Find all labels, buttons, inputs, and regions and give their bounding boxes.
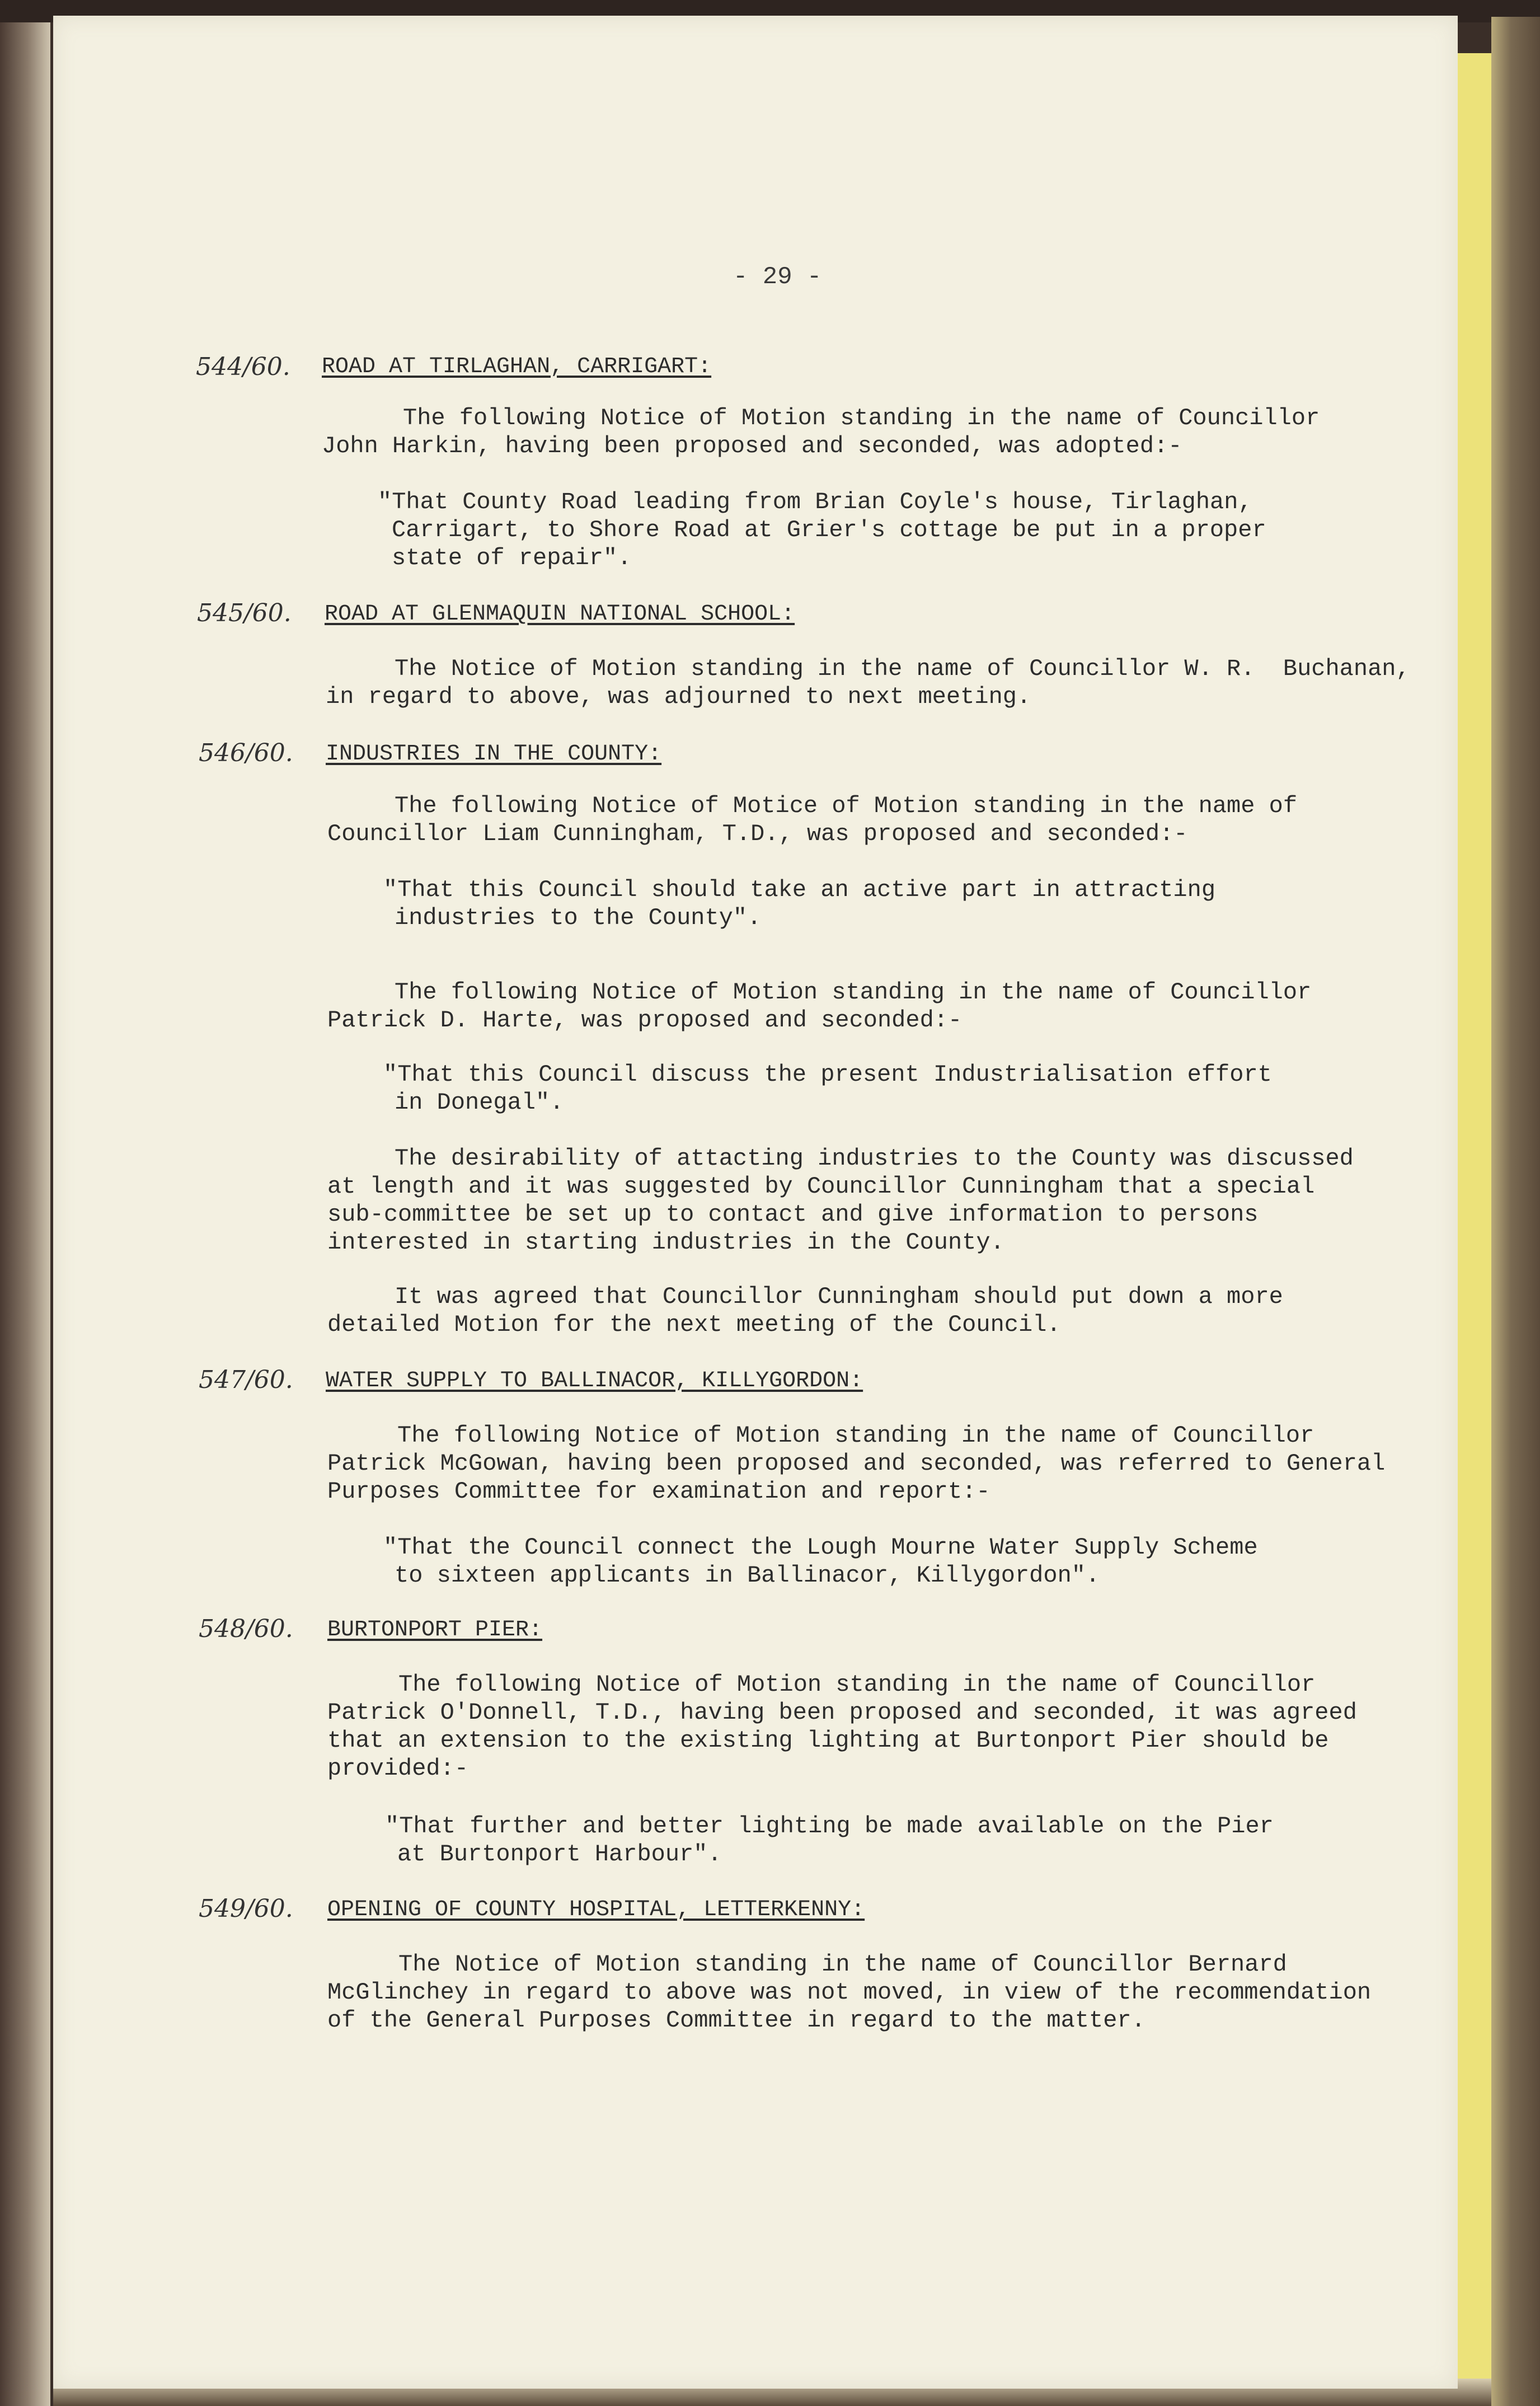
quoted-motion-line: to sixteen applicants in Ballinacor, Killygordon".: [395, 1562, 1100, 1589]
minute-number: 546/60.: [199, 739, 293, 767]
paragraph-line: at length and it was suggested by Councillor Cunningham that a special: [327, 1173, 1315, 1200]
minute-number: 548/60.: [199, 1615, 293, 1643]
paragraph-line: The following Notice of Motion standing in the name of Councillor: [397, 1422, 1314, 1449]
paragraph-line: provided:-: [327, 1755, 469, 1782]
paragraph-line: sub-committee be set up to contact and give information to persons: [327, 1201, 1259, 1228]
paragraph-line: It was agreed that Councillor Cunningham should put down a more: [395, 1283, 1283, 1310]
paragraph-line: The Notice of Motion standing in the name of Councillor W. R. Buchanan,: [395, 655, 1410, 682]
minute-number: 545/60.: [197, 599, 292, 627]
quoted-motion-line: "That this Council discuss the present Industrialisation effort: [383, 1061, 1272, 1088]
paragraph-line: The following Notice of Motion standing in the name of Councillor: [398, 1671, 1316, 1698]
minute-heading: ROAD AT TIRLAGHAN, CARRIGART:: [322, 354, 712, 379]
left-page-edge: [0, 22, 50, 2406]
paragraph-line: McGlinchey in regard to above was not moved, in view of the recommendation: [327, 1979, 1372, 2006]
paragraph-line: The Notice of Motion standing in the name of Councillor Bernard: [398, 1951, 1287, 1978]
paragraph-line: Purposes Committee for examination and report:-: [327, 1478, 990, 1505]
quoted-motion-line: "That further and better lighting be made available on the Pier: [385, 1813, 1274, 1840]
minute-heading: BURTONPORT PIER:: [327, 1617, 543, 1643]
paragraph-line: The following Notice of Motion standing in the name of Councillor: [403, 405, 1320, 432]
paragraph-line: Patrick D. Harte, was proposed and seconded:-: [327, 1007, 962, 1034]
quoted-motion-line: Carrigart, to Shore Road at Grier's cottage be put in a proper: [392, 517, 1266, 543]
paragraph-line: Patrick O'Donnell, T.D., having been proposed and seconded, it was agreed: [327, 1699, 1357, 1726]
quoted-motion-line: state of repair".: [392, 545, 632, 571]
paragraph-line: in regard to above, was adjourned to next meeting.: [326, 683, 1031, 710]
quoted-motion-line: "That this Council should take an active part in attracting: [383, 876, 1216, 903]
yellow-underlying-sheet: [1458, 53, 1491, 2398]
paragraph-line: that an extension to the existing lighting at Burtonport Pier should be: [327, 1727, 1329, 1754]
quoted-motion-line: "That the Council connect the Lough Mourne Water Supply Scheme: [383, 1534, 1258, 1561]
minute-heading: INDUSTRIES IN THE COUNTY:: [326, 742, 662, 767]
paragraph-line: interested in starting industries in the County.: [327, 1229, 1004, 1256]
paragraph-line: of the General Purposes Committee in regard to the matter.: [327, 2007, 1145, 2034]
minute-heading: OPENING OF COUNTY HOSPITAL, LETTERKENNY:: [327, 1897, 865, 1922]
quoted-motion-line: "That County Road leading from Brian Coyle's house, Tirlaghan,: [378, 489, 1252, 515]
paragraph-line: detailed Motion for the next meeting of the Council.: [327, 1311, 1061, 1338]
paragraph-line: The following Notice of Motion standing in the name of Councillor: [395, 979, 1312, 1006]
minute-heading: ROAD AT GLENMAQUIN NATIONAL SCHOOL:: [325, 602, 795, 627]
paragraph-line: The following Notice of Motice of Motion standing in the name of: [395, 792, 1298, 819]
minute-heading: WATER SUPPLY TO BALLINACOR, KILLYGORDON:: [326, 1368, 863, 1394]
minute-number: 549/60.: [199, 1894, 293, 1923]
paragraph-line: John Harkin, having been proposed and seconded, was adopted:-: [322, 433, 1182, 459]
quoted-motion-line: in Donegal".: [395, 1089, 564, 1116]
quoted-motion-line: industries to the County".: [395, 904, 762, 931]
paragraph-line: The desirability of attacting industries to the County was discussed: [395, 1145, 1354, 1172]
minute-number: 547/60.: [199, 1366, 293, 1394]
page-number: - 29 -: [733, 263, 822, 291]
minute-number: 544/60.: [196, 353, 290, 381]
quoted-motion-line: at Burtonport Harbour".: [397, 1841, 722, 1868]
paragraph-line: Patrick McGowan, having been proposed and seconded, was referred to General: [327, 1450, 1386, 1477]
right-binding-edge: [1491, 17, 1540, 2406]
paragraph-line: Councillor Liam Cunningham, T.D., was proposed and seconded:-: [327, 820, 1188, 847]
